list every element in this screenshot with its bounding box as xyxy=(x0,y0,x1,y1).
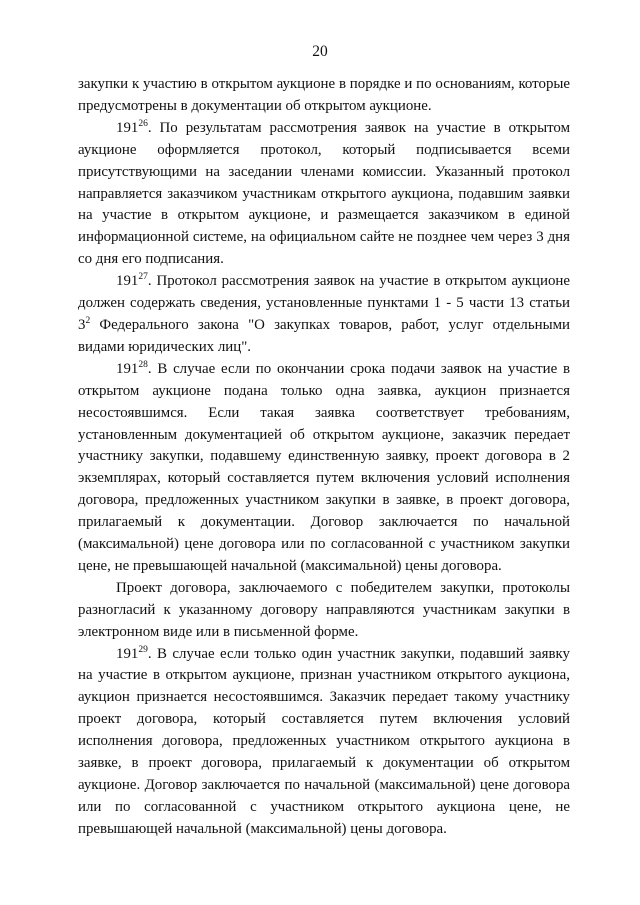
paragraph-continuation xyxy=(78,74,570,118)
paragraph-text: . Протокол рассмотрения заявок на участие в открытом аукционе должен содержать сведения, установленные пунктами 1 - 5 части 13 статьи 3 xyxy=(78,273,570,333)
paragraph-191-28 xyxy=(78,359,570,578)
paragraph-draft-contract xyxy=(78,578,570,644)
clause-number: $191^{29}$ xyxy=(116,644,148,662)
paragraph-191-29 xyxy=(78,644,570,841)
clause-number: $191^{27}$ xyxy=(116,272,148,290)
paragraph-191-27 xyxy=(78,271,570,359)
clause-number: $191^{28}$ xyxy=(116,359,148,377)
paragraph-text: Проект договора, заключаемого с победителем закупки, протоколы разногласий к указанному договору направляются участникам закупки в электронном виде или в письменной форме. xyxy=(78,579,570,640)
paragraph-text-continued: Федерального закона "О закупках товаров, работ, услуг отдельными видами юридических лиц". xyxy=(78,316,570,355)
clause-number: $191^{26}$ xyxy=(116,118,148,136)
article-superscript: 2 xyxy=(85,315,91,326)
paragraph-text: . По результатам рассмотрения заявок на участие в открытом аукционе оформляется протокол, который подписывается всеми присутствующими на заседании членами комиссии. Указанный протокол направляется заказчиком участникам открытого аукциона, подавшим заявки на участие в открытом аукционе, и размещается заказчиком в единой информационной системе, на официальном сайте не позднее чем через 3 дня со дня его подписания. xyxy=(78,119,570,268)
paragraph-text: . В случае если по окончании срока подачи заявок на участие в открытом аукционе подана только одна заявка, аукцион признается несостоявшимся. Если такая заявка соответствует требованиям, установленным документацией об открытом аукционе, заказчик передает участнику закупки, подавшему единственную заявку, проект договора в 2 экземплярах, который составляется путем включения условий исполнения договора, предложенных участником закупки в заявке, в проект договора, прилагаемый к документации. Договор заключается по начальной (максимальной) цене договора или по согласованной с участником закупки цене, не превышающей начальной (максимальной) цены договора. xyxy=(78,360,570,574)
paragraph-text: . В случае если только один участник закупки, подавший заявку на участие в открытом аукционе, признан участником открытого аукциона, аукцион признается несостоявшимся. Заказчик передает такому участнику проект договора, который составляется путем включения условий исполнения договора, предложенных участником открытого аукциона в заявке, в проект договора, прилагаемый к документации об открытом аукционе. Договор заключается по начальной (максимальной) цене договора или по согласованной с участником открытого аукциона цене, не превышающей начальной (максимальной) цены договора. xyxy=(78,645,570,837)
document-body xyxy=(78,74,570,841)
page-number: 20 xyxy=(312,43,328,60)
paragraph-191-26 xyxy=(78,118,570,271)
paragraph-text: закупки к участию в открытом аукционе в порядке и по основаниям, которые предусмотрены в документации об открытом аукционе. xyxy=(78,76,570,114)
